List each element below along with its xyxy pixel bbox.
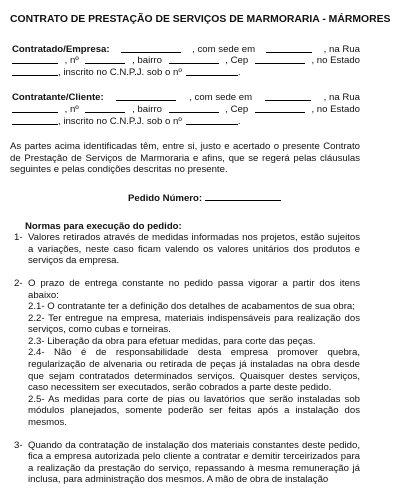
sede-text: , com sede em — [189, 92, 253, 104]
clause-2 — [10, 278, 360, 429]
clause-text: Valores retirados através de medidas informadas nos projetos, estão sujeitos a variações, neste caso ficam valendo os valores unitários dos produtos e serviços da empresa. — [28, 232, 360, 267]
contratado-line-2 — [12, 55, 360, 67]
contratado-label: Contratado/Empresa: — [12, 43, 110, 55]
blank-field[interactable] — [255, 104, 305, 113]
title-text: CONTRATO DE PRESTAÇÃO DE SERVIÇOS DE MARMORARIA - MÁRMORES — [10, 14, 391, 25]
blank-field[interactable] — [169, 55, 219, 64]
clause-1 — [10, 232, 360, 267]
rua-text: , na Rua — [323, 43, 360, 55]
norms-title: Normas para execução do pedido: — [25, 220, 182, 232]
contratado-line-3: , inscrito no C.N.P.J. sob o nº . — [12, 67, 360, 79]
sede-text: , com sede em — [192, 43, 256, 55]
blank-field[interactable] — [265, 92, 311, 101]
subclause-2-3: 2.3- Liberação da obra para efetuar medidas, para corte das peças. — [28, 335, 316, 347]
contratado-block — [10, 44, 360, 79]
blank-field[interactable] — [186, 116, 238, 125]
blank-field[interactable] — [186, 67, 238, 76]
clause-text: Quando da contratação de instalação dos materiais constantes deste pedido, fica a empresa autorizada pelo cliente a contratar e demitir terceirizados para a realização da prestação do serviço, repassando à mesma remuneração já inclusa, para administração dos mesmos. A mão de obra de instalação — [28, 439, 360, 486]
cep-text: , Cep — [225, 103, 249, 115]
clause-number: 3- — [14, 439, 23, 451]
blank-field[interactable] — [85, 55, 125, 64]
estado-text: , no Estado — [311, 103, 360, 115]
page-bottom-edge — [0, 494, 400, 500]
bairro-text: , bairro — [132, 103, 162, 115]
document-title — [10, 14, 391, 26]
blank-field[interactable] — [266, 44, 312, 53]
contratante-label: Contratante/Cliente: — [12, 92, 104, 104]
contratante-block — [10, 92, 360, 127]
blank-field[interactable] — [12, 116, 58, 125]
subclause-2-1: 2.1- O contratante ter a definição dos detalhes de acabamentos de sua obra; — [28, 301, 355, 313]
blank-field[interactable] — [169, 104, 219, 113]
contratante-line-1 — [12, 92, 360, 104]
clause-text: O prazo de entrega constante no pedido passa vigorar a partir dos itens abaixo: — [28, 277, 360, 301]
blank-field[interactable] — [12, 104, 58, 113]
rua-text: , na Rua — [323, 92, 360, 104]
subclause-2-4: 2.4- Não é de responsabilidade desta empresa promover quebra, regularização de alvenaria ou retirada de peças já instaladas na obra desde que sejam contratados determinados serviços. Quaisquer destes serviços, caso necessitem ser executados, serão cobrados a parte deste pedido. — [28, 347, 360, 394]
bairro-text: , bairro — [132, 55, 162, 67]
pedido-number — [128, 192, 360, 205]
n-text: , nº — [64, 103, 79, 115]
pedido-label: Pedido Número: — [128, 192, 203, 204]
blank-field[interactable] — [255, 55, 305, 64]
blank-field[interactable] — [12, 55, 58, 64]
pedido-number-field[interactable] — [205, 192, 281, 201]
blank-field[interactable] — [12, 67, 58, 76]
subclause-2-5: 2.5- As medidas para corte de pias ou lavatórios que serão instaladas sob módulos planejados, somente poderão ser feitas após a instalação dos mesmos. — [28, 393, 360, 429]
subclause-2-2: 2.2- Ter entregue na empresa, materiais indispensáveis para realização dos serviços, como cubas e torneiras. — [28, 312, 360, 336]
n-text: , nº — [64, 55, 79, 67]
contratante-line-2 — [12, 104, 360, 116]
estado-text: , no Estado — [311, 55, 360, 67]
blank-field[interactable] — [121, 44, 181, 53]
cnpj-text: , inscrito no C.N.P.J. sob o nº — [58, 66, 182, 78]
cep-text: , Cep — [225, 55, 249, 67]
intro-paragraph: As partes acima identificadas têm, entre si, justo e acertado o presente Contrato de Prestação de Serviços de Marmoraria e afins, que se regerá pelas cláusulas seguintes e pelas condições descritas no presente. — [10, 141, 360, 176]
contratado-line-1 — [12, 44, 360, 56]
contratante-line-3: , inscrito no C.N.P.J. sob o nº . — [12, 116, 360, 128]
clause-number: 1- — [14, 232, 23, 244]
clause-3 — [10, 440, 360, 486]
cnpj-text: , inscrito no C.N.P.J. sob o nº — [58, 115, 182, 127]
blank-field[interactable] — [116, 92, 176, 101]
blank-field[interactable] — [85, 104, 125, 113]
clause-number: 2- — [14, 277, 23, 289]
